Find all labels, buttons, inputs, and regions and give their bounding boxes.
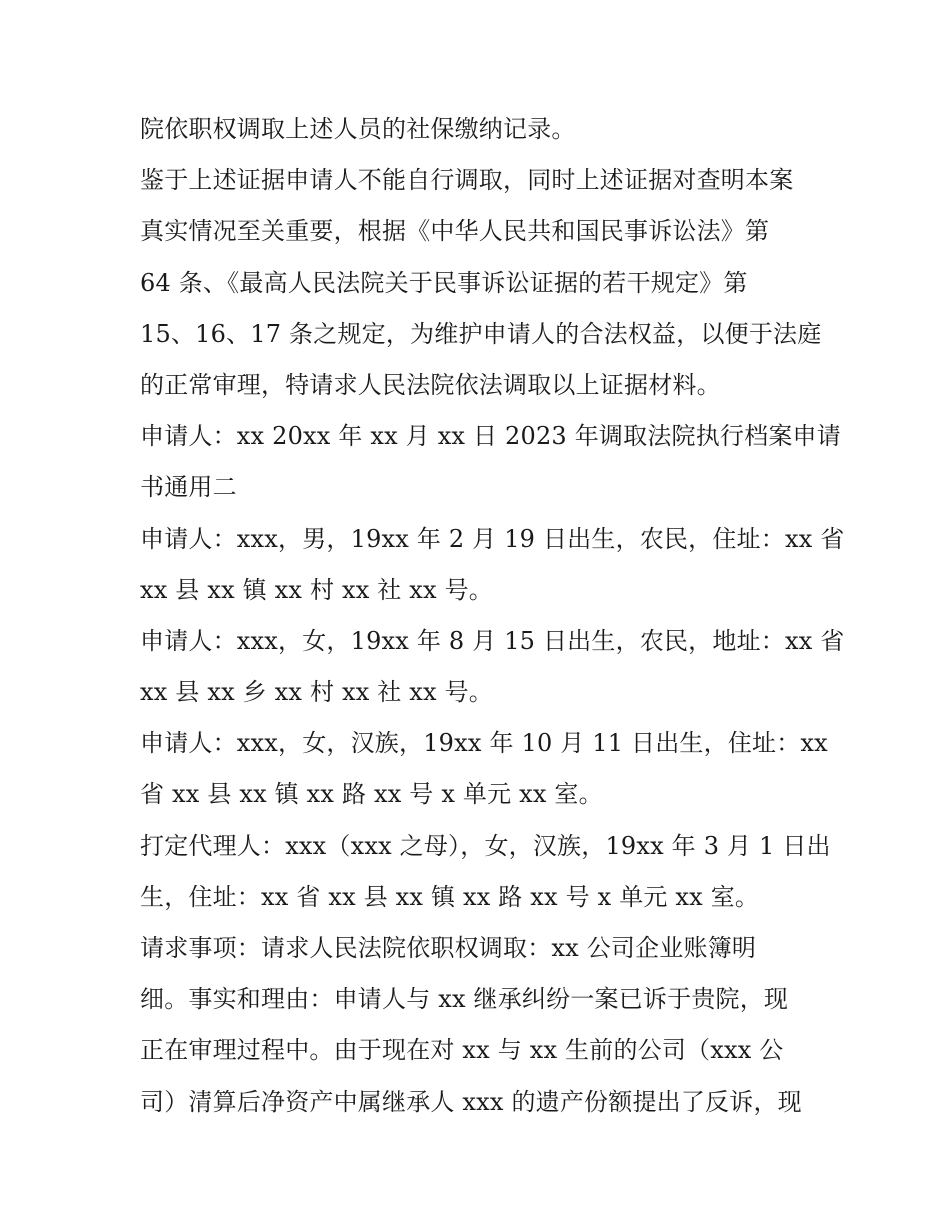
text-line: xx 县 xx 乡 xx 村 xx 社 xx 号。 — [140, 678, 494, 707]
text-line: 打定代理人：xxx（xxx 之母），女，汉族，19xx 年 3 月 1 日出 — [140, 831, 831, 860]
text-line: 15、16、17 条之规定，为维护申请人的合法权益，以便于法庭 — [140, 319, 822, 348]
text-line: 正在审理过程中。由于现在对 xx 与 xx 生前的公司（xxx 公 — [140, 1036, 784, 1065]
text-line: 申请人：xxx，女，19xx 年 8 月 15 日出生，农民，地址：xx 省 — [140, 626, 845, 655]
text-line: 64 条、《最高人民法院关于民事诉讼证据的若干规定》第 — [140, 268, 748, 297]
text-line: 真实情况至关重要，根据《中华人民共和国民事诉讼法》第 — [140, 217, 770, 246]
text-line: 申请人：xx 20xx 年 xx 月 xx 日 2023 年调取法院执行档案申请 — [140, 422, 841, 451]
text-line: 申请人：xxx，男，19xx 年 2 月 19 日出生，农民，住址：xx 省 — [140, 524, 845, 553]
text-line: 的正常审理，特请求人民法院依法调取以上证据材料。 — [140, 370, 721, 399]
document-body — [140, 104, 845, 1128]
text-line: 院依职权调取上述人员的社保缴纳记录。 — [140, 115, 576, 143]
text-line: 申请人：xxx，女，汉族，19xx 年 10 月 11 日出生，住址：xx — [140, 729, 828, 758]
text-line: 请求事项：请求人民法院依职权调取：xx 公司企业账簿明 — [140, 934, 757, 962]
text-line: 司）清算后净资产中属继承人 xxx 的遗产份额提出了反诉，现 — [140, 1087, 802, 1116]
text-line: 细。事实和理由：申请人与 xx 继承纠纷一案已诉于贵院，现 — [140, 985, 789, 1014]
text-line: 书通用二 — [140, 473, 237, 502]
text-line: 生，住址：xx 省 xx 县 xx 镇 xx 路 xx 号 x 单元 xx 室。 — [140, 882, 760, 911]
text-line: 省 xx 县 xx 镇 xx 路 xx 号 x 单元 xx 室。 — [140, 780, 603, 809]
text-line: xx 县 xx 镇 xx 村 xx 社 xx 号。 — [140, 575, 494, 604]
text-line: 鉴于上述证据申请人不能自行调取，同时上述证据对查明本案 — [140, 166, 794, 195]
